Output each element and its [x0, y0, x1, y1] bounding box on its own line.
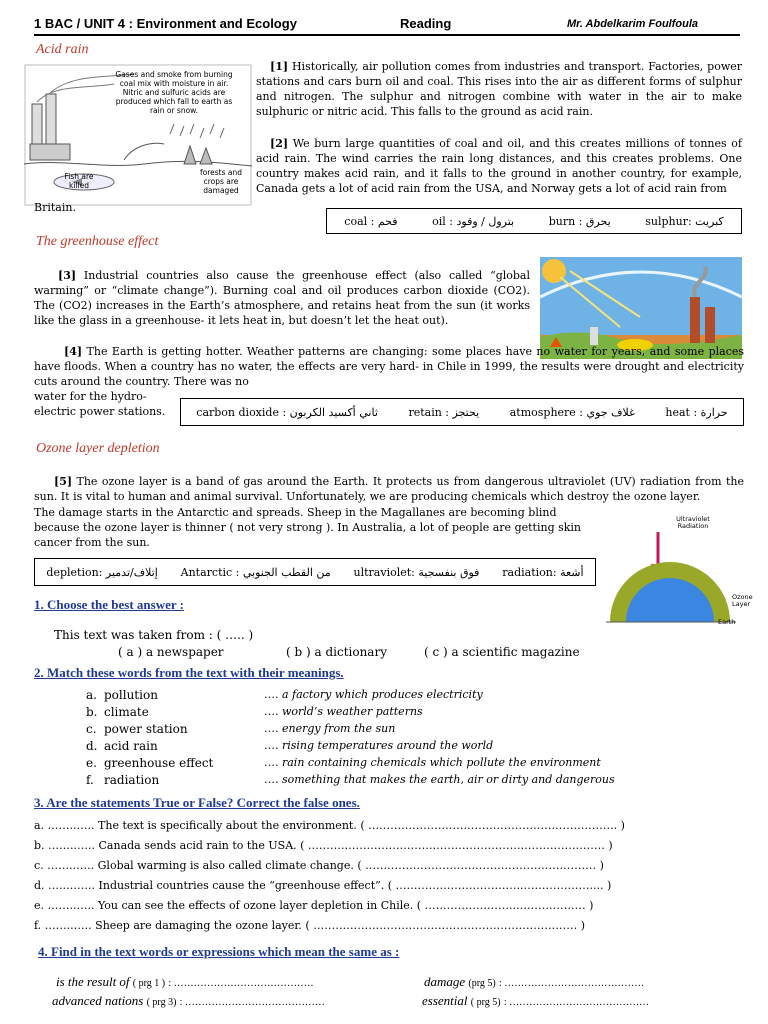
match-word: power station	[104, 722, 188, 736]
find-item-3-blank[interactable]: : ……………………………………	[179, 997, 325, 1008]
vocab-radiation: radiation: أشعة	[502, 565, 584, 579]
find-item-3[interactable]	[52, 993, 325, 1009]
match-meaning[interactable]: …. rising temperatures around the world	[264, 739, 494, 752]
match-letter: e.	[86, 756, 97, 770]
paragraph-5-line-b: The damage starts in the Antarctic and spreads. Sheep in the Magallanes are becoming blind	[34, 506, 557, 519]
vocab-burn: burn : يحرق	[548, 214, 611, 228]
true-false-row[interactable]: b. ……..….. Canada sends acid rain to the USA. ( ……………………………………………………………………… )	[34, 839, 613, 852]
vocab-carbon-dioxide: carbon dioxide : ثاني أكسيد الكربون	[196, 405, 378, 419]
paragraph-4-line-c: electric power stations.	[34, 405, 166, 418]
true-false-row[interactable]: e. ……..….. You can see the effects of ozone layer depletion in Chile. ( ……………………..……………… )	[34, 899, 594, 912]
paragraph-1-number: [1]	[270, 60, 289, 73]
question-2-title: 2. Match these words from the text with their meanings.	[34, 665, 344, 680]
match-row[interactable]	[86, 739, 736, 756]
vocab-depletion: depletion: إتلاف/تدمير	[46, 565, 158, 579]
find-item-2-ref: (prg 5)	[468, 978, 496, 989]
section-ozone: Ozone layer depletion	[36, 441, 160, 456]
find-item-3-ref: ( prg 3)	[146, 997, 177, 1008]
find-item-4-term: essential	[422, 993, 468, 1008]
question-4-title: 4. Find in the text words or expressions which mean the same as :	[38, 944, 400, 959]
match-letter: c.	[86, 722, 97, 736]
acid-diagram-forest: forests and crops are damaged	[199, 168, 242, 195]
question-1-stem: This text was taken from : ( ….. )	[54, 628, 254, 642]
vocab-antarctic: Antarctic : من القطب الجنوبي	[180, 565, 331, 579]
question-1-option-c[interactable]: ( c ) a scientific magazine	[424, 645, 580, 659]
match-meaning[interactable]: …. a factory which produces electricity	[264, 688, 483, 701]
match-word: radiation	[104, 773, 160, 787]
paragraph-3-text: Industrial countries also cause the greenhouse effect (also called “global warming” or “climate change”). Burning coal and oil produces carbon dioxide (CO2). The (CO2) increases in the Earth’s atmosphere, and retains heat from the sun (it works like the glass in a greenhouse- it lets heat in, but doesn’t let the heat out).	[34, 269, 530, 327]
match-row[interactable]	[86, 722, 736, 739]
section-greenhouse: The greenhouse effect	[36, 234, 159, 249]
paragraph-2-end: Britain.	[34, 201, 76, 214]
paragraph-1-text: Historically, air pollution comes from industries and transport. Factories, power stations and cars burn oil and coal. This rises into the air as different forms of sulphur and nitrogen. The sulphur and nitrogen combine with water in the air to make sulphuric or nitric acid. This falls to the ground as acid rain.	[256, 60, 743, 118]
vocab-atmosphere: atmosphere : غلاف جوي	[509, 405, 635, 419]
ozone-layer-label: Ozone Layer	[732, 593, 753, 608]
paragraph-2	[256, 136, 742, 196]
paragraph-5-number: [5]	[54, 475, 73, 488]
find-item-2-term: damage	[424, 974, 466, 989]
find-item-4[interactable]	[422, 993, 649, 1009]
find-item-1[interactable]	[56, 974, 314, 990]
match-meaning[interactable]: …. world’s weather patterns	[264, 705, 423, 718]
match-row[interactable]	[86, 756, 736, 773]
match-letter: a.	[86, 688, 97, 702]
match-letter: d.	[86, 739, 98, 753]
ozone-uv-label: Ultraviolet Radiation	[676, 515, 710, 530]
vocab-coal: coal : فحم	[344, 214, 398, 228]
vocab-sulphur: sulphur: كبريت	[645, 214, 724, 228]
header-reading: Reading	[400, 16, 452, 31]
match-meaning[interactable]: …. rain containing chemicals which pollute the environment	[264, 756, 601, 769]
find-item-2-blank[interactable]: : ……………………………………	[498, 978, 645, 989]
paragraph-4	[34, 344, 744, 389]
find-item-4-ref: ( prg 5)	[470, 997, 501, 1008]
vocab-box-greenhouse	[180, 398, 744, 426]
paragraph-2-number: [2]	[270, 137, 289, 150]
match-row[interactable]	[86, 705, 736, 722]
vocab-box-ozone	[34, 558, 596, 586]
match-word: climate	[104, 705, 149, 719]
find-item-4-blank[interactable]: : ……………………………………	[503, 997, 650, 1008]
ozone-earth-label: Earth	[718, 618, 736, 626]
match-letter: b.	[86, 705, 98, 719]
vocab-box-acid	[326, 208, 742, 234]
acid-diagram-fish: Fish are killed	[64, 172, 94, 190]
paragraph-5-line-d: cancer from the sun.	[34, 536, 150, 549]
match-word: acid rain	[104, 739, 158, 753]
section-acid-rain: Acid rain	[36, 42, 89, 57]
match-letter: f.	[86, 773, 94, 787]
vocab-ultraviolet: ultraviolet: فوق بنفسجية	[353, 565, 480, 579]
find-item-1-term: is the result of	[56, 974, 130, 989]
find-item-1-ref: ( prg 1 )	[132, 978, 166, 989]
vocab-retain: retain : يحتجز	[408, 405, 480, 419]
match-row[interactable]	[86, 773, 736, 790]
paragraph-3-number: [3]	[58, 269, 77, 282]
question-1-option-b[interactable]: ( b ) a dictionary	[286, 645, 387, 659]
match-row[interactable]	[86, 688, 736, 705]
true-false-row[interactable]: f. ……..….. Sheep are damaging the ozone layer. ( ……………………………………………………………… )	[34, 919, 585, 932]
paragraph-4-line-b: water for the hydro-	[34, 390, 147, 403]
find-item-3-term: advanced nations	[52, 993, 144, 1008]
header-rule	[34, 34, 740, 36]
question-3-title: 3. Are the statements True or False? Correct the false ones.	[34, 795, 360, 810]
question-1-option-a[interactable]: ( a ) a newspaper	[118, 645, 224, 659]
match-meaning[interactable]: …. something that makes the earth, air or dirty and dangerous	[264, 773, 615, 786]
true-false-row[interactable]: d. …..…….. Industrial countries cause the “greenhouse effect”. ( ……………………………..……………….... )	[34, 879, 612, 892]
header-unit-title: 1 BAC / UNIT 4 : Environment and Ecology	[34, 16, 297, 31]
true-false-row[interactable]: c. ……..….. Global warming is also called climate change. ( ……………………………………………………… )	[34, 859, 604, 872]
find-item-2[interactable]	[424, 974, 644, 990]
match-meaning[interactable]: …. energy from the sun	[264, 722, 396, 735]
vocab-oil: oil : بترول / وقود	[432, 214, 515, 228]
vocab-heat: heat : حرارة	[665, 405, 728, 419]
paragraph-3	[34, 268, 530, 328]
paragraph-5	[34, 474, 744, 504]
paragraph-1	[256, 59, 742, 119]
paragraph-2-text: We burn large quantities of coal and oil, and this creates millions of tonnes of acid rain. The wind carries the rain long distances, and this creates problems. One country makes acid rain, and it falls to the ground in another country, for example, Canada gets a lot of acid rain from the USA, and Norway gets a lot of acid rain from	[256, 137, 742, 195]
paragraph-5-text: The ozone layer is a band of gas around the Earth. It protects us from dangerous ultraviolet (UV) radiation from the sun. It is vital to human and animal survival. Unfortunately, we are producing chemicals which destroy the ozone layer.	[34, 475, 744, 503]
header-author: Mr. Abdelkarim Foulfoula	[567, 18, 698, 30]
acid-diagram-caption: Gases and smoke from burning coal mix with moisture in air. Nitric and sulfuric acids are produced which fall to earth as rain or snow.	[115, 70, 233, 115]
paragraph-5-line-c: because the ozone layer is thinner ( not very strong ). In Australia, a lot of people are getting skin	[34, 521, 582, 534]
question-1-title: 1. Choose the best answer :	[34, 597, 184, 612]
paragraph-4-text: The Earth is getting hotter. Weather patterns are changing: some places have no water for years, and some places have floods. When a country has no water, the effects are very hard- in Chile in 1999, the results were drought and electricity cuts around the country. There was no	[34, 345, 745, 388]
match-word: greenhouse effect	[104, 756, 214, 770]
match-word: pollution	[104, 688, 158, 702]
paragraph-4-number: [4]	[64, 345, 83, 358]
find-item-1-blank[interactable]: : ……………………………………	[168, 978, 314, 989]
true-false-row[interactable]: a. ……..….. The text is specifically about the environment. ( ………………………………………………………….. )	[34, 819, 625, 832]
